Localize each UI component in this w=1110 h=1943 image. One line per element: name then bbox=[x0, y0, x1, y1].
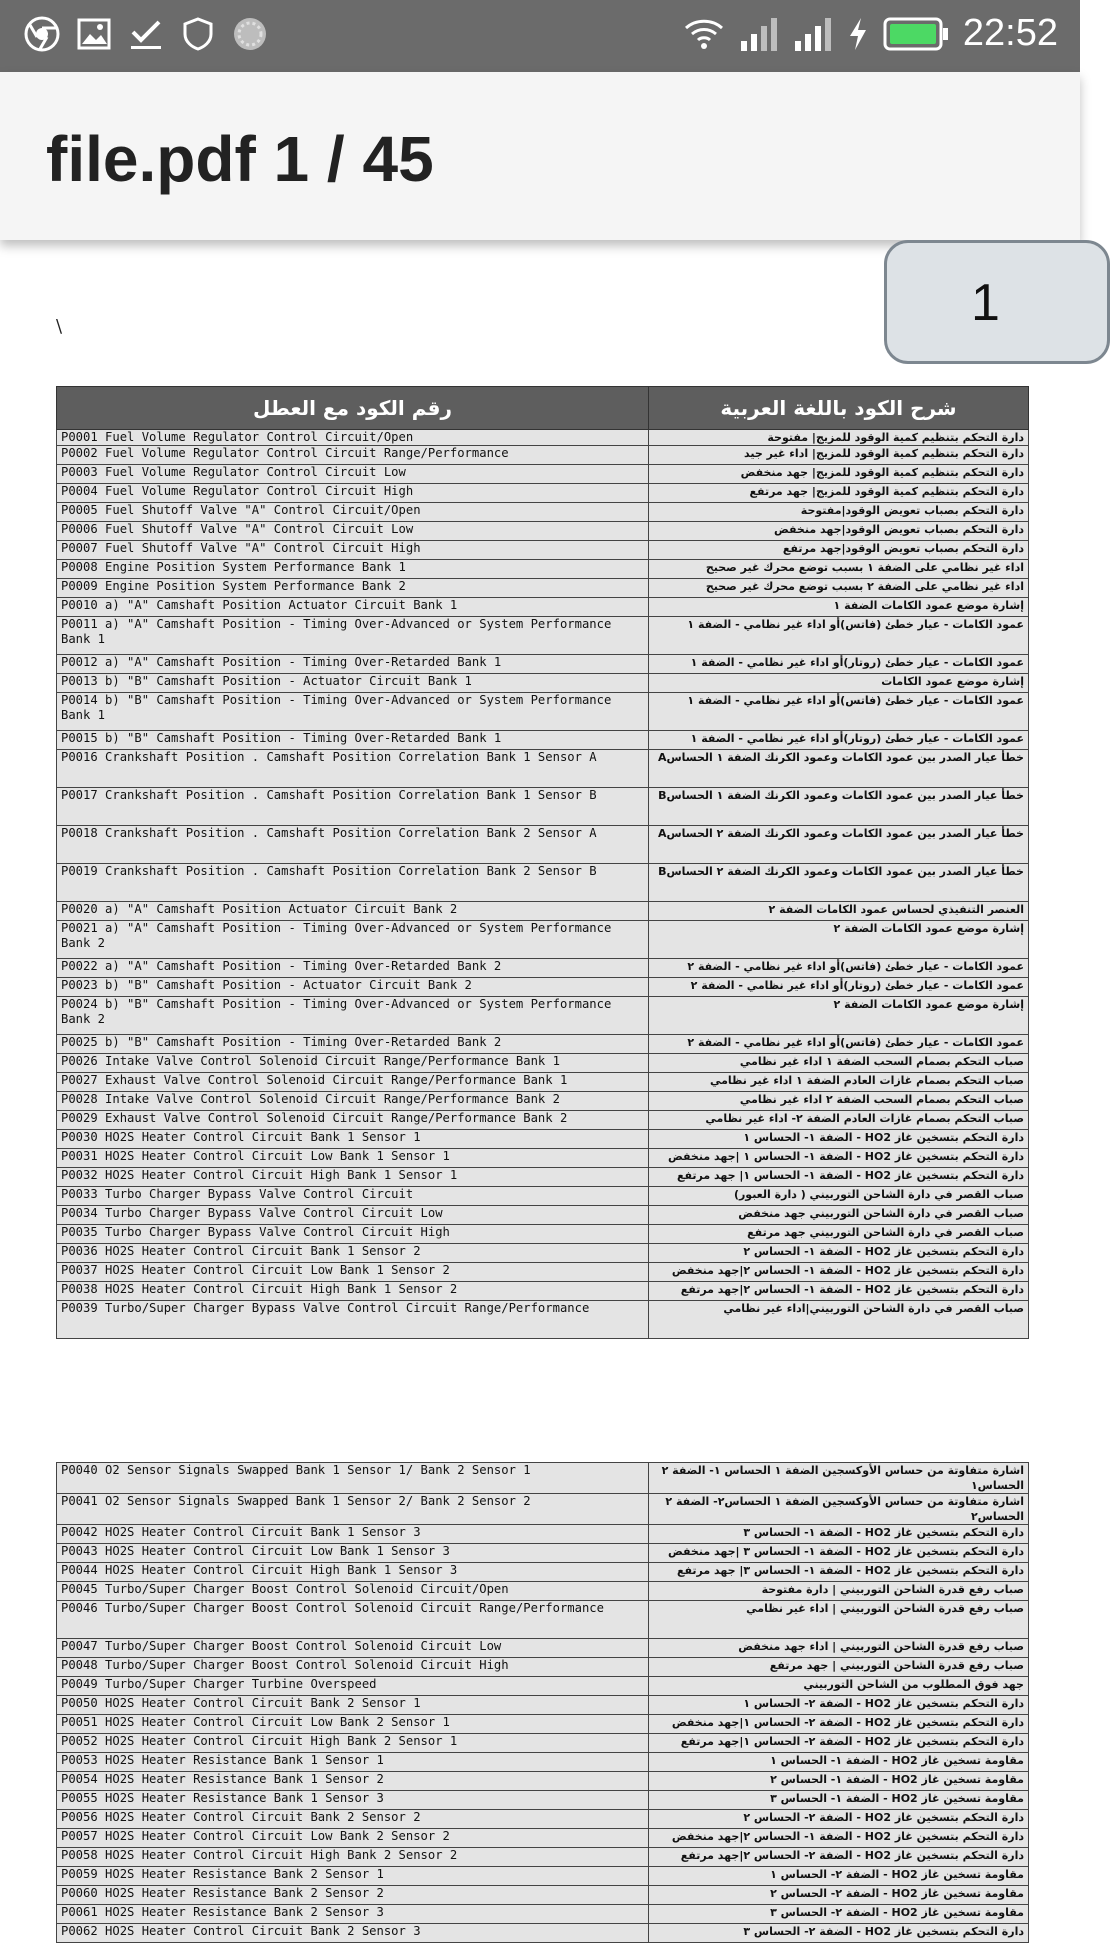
arabic-description: عمود الكامات - عيار خطئ (روتار)أو اداء غير نظامي - الضفة ٢ bbox=[649, 978, 1029, 997]
code-table-body bbox=[57, 430, 1029, 1339]
table-row bbox=[57, 1924, 1029, 1943]
arabic-description: دارة التحكم بتسخين غاز HO2 - الضفة ٢- الحساس ٢ bbox=[649, 1810, 1029, 1829]
code-description: P0036 HO2S Heater Control Circuit Bank 1 Sensor 2 bbox=[57, 1244, 649, 1263]
code-description: P0020 a) "A" Camshaft Position Actuator Circuit Bank 2 bbox=[57, 902, 649, 921]
table-row bbox=[57, 674, 1029, 693]
arabic-description: دارة التحكم بتسخين غاز HO2 - الضفة ٢- الحساس ١|جهد مرتفع bbox=[649, 1734, 1029, 1753]
table-row bbox=[57, 1753, 1029, 1772]
code-description: P0016 Crankshaft Position . Camshaft Position Correlation Bank 1 Sensor A bbox=[57, 750, 649, 788]
arabic-description: دارة التحكم بصباب تعويض الوقود|مفتوحة bbox=[649, 503, 1029, 522]
arabic-description: عمود الكامات - عيار خطئ (روتار)أو اداء غير نظامي - الضفة ١ bbox=[649, 731, 1029, 750]
arabic-description: مقاومة تسخين غاز HO2 - الضفة ١- الحساس ٢ bbox=[649, 1772, 1029, 1791]
table-row bbox=[57, 1301, 1029, 1339]
table-row bbox=[57, 1829, 1029, 1848]
arabic-description: دارة التحكم بتسخين غاز HO2 - الضفة ١- الحساس ٣ bbox=[649, 1525, 1029, 1544]
header-code-column: رقم الكود مع العطل bbox=[57, 387, 649, 430]
table-row bbox=[57, 1244, 1029, 1263]
arabic-description: مقاومة تسخين غاز HO2 - الضفة ١- الحساس ٣ bbox=[649, 1791, 1029, 1810]
arabic-description: دارة التحكم بتسخين غاز HO2 - الضفة ١- الحساس ٢ bbox=[649, 1244, 1029, 1263]
code-description: P0057 HO2S Heater Control Circuit Low Bank 2 Sensor 2 bbox=[57, 1829, 649, 1848]
arabic-description: اشارة متفاوتة من حساس الأوكسجين الضفة ١ الحساس ١- الضفة ٢ الحساس١ bbox=[649, 1463, 1029, 1494]
table-row bbox=[57, 1867, 1029, 1886]
table-row bbox=[57, 1715, 1029, 1734]
code-description: P0035 Turbo Charger Bypass Valve Control Circuit High bbox=[57, 1225, 649, 1244]
code-description: P0042 HO2S Heater Control Circuit Bank 1 Sensor 3 bbox=[57, 1525, 649, 1544]
code-table-body bbox=[57, 1463, 1029, 1943]
arabic-description: خطأ عيار الصدر بين عمود الكامات وعمود الكرنك الضفة ٢ الحساسB bbox=[649, 864, 1029, 902]
arabic-description: عمود الكامات - عيار خطئ (فاتس)أو اداء غير نظامي - الضفة ٢ bbox=[649, 1035, 1029, 1054]
page-number: 1 bbox=[971, 274, 1000, 332]
code-description: P0044 HO2S Heater Control Circuit High Bank 1 Sensor 3 bbox=[57, 1563, 649, 1582]
arabic-description: صباب التحكم بصمام السحب الضفة ١ اداء غير نظامي bbox=[649, 1054, 1029, 1073]
arabic-description: دارة التحكم بتسخين غاز HO2 - الضفة ١- الحساس ٢|جهد مرتفع bbox=[649, 1282, 1029, 1301]
document-title: file.pdf 1 / 45 bbox=[46, 123, 434, 195]
code-description: P0026 Intake Valve Control Solenoid Circuit Range/Performance Bank 1 bbox=[57, 1054, 649, 1073]
table-row bbox=[57, 1848, 1029, 1867]
notification-icons bbox=[22, 14, 270, 54]
gallery-icon bbox=[74, 14, 114, 54]
arabic-description: اداء غير نظامي على الضفة ٢ بسبب توضع محرك غير صحيح bbox=[649, 579, 1029, 598]
wifi-icon bbox=[683, 16, 725, 52]
signal-icon bbox=[793, 17, 833, 51]
code-description: P0037 HO2S Heater Control Circuit Low Bank 1 Sensor 2 bbox=[57, 1263, 649, 1282]
code-description: P0030 HO2S Heater Control Circuit Bank 1 Sensor 1 bbox=[57, 1130, 649, 1149]
arabic-description: خطأ عيار الصدر بين عمود الكامات وعمود الكرنك الضفة ١ الحساسB bbox=[649, 788, 1029, 826]
table-row bbox=[57, 1263, 1029, 1282]
arabic-description: مقاومة تسخين غاز HO2 - الضفة ٢- الحساس ١ bbox=[649, 1867, 1029, 1886]
table-row bbox=[57, 1658, 1029, 1677]
arabic-description: العنصر التنفيذي لحساس عمود الكامات الضفة ٢ bbox=[649, 902, 1029, 921]
arabic-description: مقاومة تسخين غاز HO2 - الضفة ١- الحساس ١ bbox=[649, 1753, 1029, 1772]
table-row bbox=[57, 430, 1029, 446]
code-description: P0031 HO2S Heater Control Circuit Low Bank 1 Sensor 1 bbox=[57, 1149, 649, 1168]
table-row bbox=[57, 788, 1029, 826]
arabic-description: دارة التحكم بتسخين غاز HO2 - الضفة ٢- الحساس ٢|جهد مرتفع bbox=[649, 1848, 1029, 1867]
code-description: P0056 HO2S Heater Control Circuit Bank 2 Sensor 2 bbox=[57, 1810, 649, 1829]
code-table-continued bbox=[56, 1462, 1029, 1943]
status-bar bbox=[0, 0, 1080, 72]
arabic-description: إشارة موضع عمود الكامات bbox=[649, 674, 1029, 693]
arabic-description: دارة التحكم بصباب تعويض الوقود|جهد منخفض bbox=[649, 522, 1029, 541]
table-row bbox=[57, 1810, 1029, 1829]
arabic-description: خطأ عيار الصدر بين عمود الكامات وعمود الكرنك الضفة ١ الحساسA bbox=[649, 750, 1029, 788]
table-row bbox=[57, 1111, 1029, 1130]
table-row bbox=[57, 864, 1029, 902]
code-description: P0008 Engine Position System Performance Bank 1 bbox=[57, 560, 649, 579]
table-row bbox=[57, 1525, 1029, 1544]
code-description: P0015 b) "B" Camshaft Position - Timing Over-Retarded Bank 1 bbox=[57, 731, 649, 750]
battery-icon bbox=[883, 17, 949, 51]
code-description: P0038 HO2S Heater Control Circuit High Bank 1 Sensor 2 bbox=[57, 1282, 649, 1301]
arabic-description: خطأ عيار الصدر بين عمود الكامات وعمود الكرنك الضفة ٢ الحساسA bbox=[649, 826, 1029, 864]
arabic-description: صباب القصر في دارة الشاحن التوربيني ( دارة العبور) bbox=[649, 1187, 1029, 1206]
code-description: P0060 HO2S Heater Resistance Bank 2 Sensor 2 bbox=[57, 1886, 649, 1905]
system-icons bbox=[683, 12, 1058, 55]
code-description: P0051 HO2S Heater Control Circuit Low Bank 2 Sensor 1 bbox=[57, 1715, 649, 1734]
code-description: P0023 b) "B" Camshaft Position - Actuator Circuit Bank 2 bbox=[57, 978, 649, 997]
table-row bbox=[57, 731, 1029, 750]
arabic-description: صباب رفع قدرة الشاحن التوربيني | جهد مرتفع bbox=[649, 1658, 1029, 1677]
arabic-description: عمود الكامات - عيار خطئ (فاتس)أو اداء غير نظامي - الضفة ١ bbox=[649, 617, 1029, 655]
code-description: P0007 Fuel Shutoff Valve "A" Control Circuit High bbox=[57, 541, 649, 560]
code-description: P0032 HO2S Heater Control Circuit High Bank 1 Sensor 1 bbox=[57, 1168, 649, 1187]
arabic-description: إشارة موضع عمود الكامات الضفة ٢ bbox=[649, 921, 1029, 959]
arabic-description: دارة التحكم بتنظيم كمية الوقود للمزيج| مفتوحة bbox=[649, 430, 1029, 446]
table-row bbox=[57, 1886, 1029, 1905]
arabic-description: صباب التحكم بصمام السحب الضفة ٢ اداء غير نظامي bbox=[649, 1092, 1029, 1111]
code-description: P0010 a) "A" Camshaft Position Actuator Circuit Bank 1 bbox=[57, 598, 649, 617]
table-row bbox=[57, 484, 1029, 503]
arabic-description: صباب التحكم بصمام غازات العادم الضفة ٢- اداء غير نظامي bbox=[649, 1111, 1029, 1130]
arabic-description: إشارة موضع عمود الكامات الضفة ١ bbox=[649, 598, 1029, 617]
table-row bbox=[57, 1494, 1029, 1525]
code-description: P0034 Turbo Charger Bypass Valve Control Circuit Low bbox=[57, 1206, 649, 1225]
code-description: P0013 b) "B" Camshaft Position - Actuator Circuit Bank 1 bbox=[57, 674, 649, 693]
code-description: P0024 b) "B" Camshaft Position - Timing Over-Advanced or System Performance Bank 2 bbox=[57, 997, 649, 1035]
table-row bbox=[57, 1563, 1029, 1582]
signal-icon bbox=[739, 17, 779, 51]
code-description: P0011 a) "A" Camshaft Position - Timing Over-Advanced or System Performance Bank 1 bbox=[57, 617, 649, 655]
arabic-description: دارة التحكم بتنظيم كمية الوقود للمزيج| جهد منخفض bbox=[649, 465, 1029, 484]
code-description: P0014 b) "B" Camshaft Position - Timing Over-Advanced or System Performance Bank 1 bbox=[57, 693, 649, 731]
table-row bbox=[57, 1696, 1029, 1715]
arabic-description: عمود الكامات - عيار خطئ (فاتس)أو اداء غير نظامي - الضفة ٢ bbox=[649, 959, 1029, 978]
table-row bbox=[57, 1544, 1029, 1563]
check-icon bbox=[126, 14, 166, 54]
table-row bbox=[57, 1791, 1029, 1810]
arabic-description: مقاومة تسخين غاز HO2 - الضفة ٢- الحساس ٢ bbox=[649, 1886, 1029, 1905]
code-description: P0019 Crankshaft Position . Camshaft Position Correlation Bank 2 Sensor B bbox=[57, 864, 649, 902]
table-row bbox=[57, 560, 1029, 579]
arabic-description: صباب القصر في دارة الشاحن التوربيني جهد منخفض bbox=[649, 1206, 1029, 1225]
code-description: P0029 Exhaust Valve Control Solenoid Circuit Range/Performance Bank 2 bbox=[57, 1111, 649, 1130]
table-row bbox=[57, 978, 1029, 997]
table-row bbox=[57, 1054, 1029, 1073]
table-row bbox=[57, 1677, 1029, 1696]
table-row bbox=[57, 1734, 1029, 1753]
arabic-description: دارة التحكم بتسخين غاز HO2 - الضفة ١- الحساس ١ bbox=[649, 1130, 1029, 1149]
loading-icon bbox=[230, 14, 270, 54]
code-description: P0017 Crankshaft Position . Camshaft Position Correlation Bank 1 Sensor B bbox=[57, 788, 649, 826]
table-row bbox=[57, 1092, 1029, 1111]
code-description: P0004 Fuel Volume Regulator Control Circuit High bbox=[57, 484, 649, 503]
arabic-description: دارة التحكم بتنظيم كمية الوقود للمزيج| اداء غير جيد bbox=[649, 446, 1029, 465]
arabic-description: عمود الكامات - عيار خطئ (فاتس)أو اداء غير نظامي - الضفة ١ bbox=[649, 693, 1029, 731]
code-description: P0061 HO2S Heater Resistance Bank 2 Sensor 3 bbox=[57, 1905, 649, 1924]
table-row bbox=[57, 1035, 1029, 1054]
arabic-description: صباب التحكم بصمام غازات العادم الضفة ١ اداء غير نظامي bbox=[649, 1073, 1029, 1092]
arabic-description: دارة التحكم بتسخين غاز HO2 - الضفة ٢- الحساس ١ bbox=[649, 1696, 1029, 1715]
arabic-description: دارة التحكم بتسخين غاز HO2 - الضفة ١- الحساس ١| جهد مرتفع bbox=[649, 1168, 1029, 1187]
table-row bbox=[57, 826, 1029, 864]
charging-icon bbox=[847, 16, 869, 52]
table-row bbox=[57, 1282, 1029, 1301]
code-description: P0027 Exhaust Valve Control Solenoid Circuit Range/Performance Bank 1 bbox=[57, 1073, 649, 1092]
code-description: P0049 Turbo/Super Charger Turbine Overspeed bbox=[57, 1677, 649, 1696]
table-row bbox=[57, 446, 1029, 465]
code-description: P0028 Intake Valve Control Solenoid Circuit Range/Performance Bank 2 bbox=[57, 1092, 649, 1111]
code-description: P0043 HO2S Heater Control Circuit Low Bank 1 Sensor 3 bbox=[57, 1544, 649, 1563]
arabic-description: عمود الكامات - عيار خطئ (روتار)أو اداء غير نظامي - الضفة ١ bbox=[649, 655, 1029, 674]
table-row bbox=[57, 598, 1029, 617]
code-description: P0021 a) "A" Camshaft Position - Timing Over-Advanced or System Performance Bank 2 bbox=[57, 921, 649, 959]
arabic-description: دارة التحكم بتسخين غاز HO2 - الضفة ١- الحساس ٣| جهد مرتفع bbox=[649, 1563, 1029, 1582]
arabic-description: جهد فوق المطلوب من الشاحن التوربيني bbox=[649, 1677, 1029, 1696]
arabic-description: اداء غير نظامي على الضفة ١ بسبب توضع محرك غير صحيح bbox=[649, 560, 1029, 579]
table-row bbox=[57, 997, 1029, 1035]
table-row bbox=[57, 959, 1029, 978]
code-description: P0046 Turbo/Super Charger Boost Control Solenoid Circuit Range/Performance bbox=[57, 1601, 649, 1639]
table-row bbox=[57, 655, 1029, 674]
shield-icon bbox=[178, 14, 218, 54]
arabic-description: مقاومة تسخين غاز HO2 - الضفة ٢- الحساس ٣ bbox=[649, 1905, 1029, 1924]
code-description: P0012 a) "A" Camshaft Position - Timing Over-Retarded Bank 1 bbox=[57, 655, 649, 674]
code-description: P0053 HO2S Heater Resistance Bank 1 Sensor 1 bbox=[57, 1753, 649, 1772]
table-row bbox=[57, 1772, 1029, 1791]
table-row bbox=[57, 522, 1029, 541]
code-description: P0005 Fuel Shutoff Valve "A" Control Circuit/Open bbox=[57, 503, 649, 522]
code-description: P0041 O2 Sensor Signals Swapped Bank 1 Sensor 2/ Bank 2 Sensor 2 bbox=[57, 1494, 649, 1525]
table-row bbox=[57, 465, 1029, 484]
arabic-description: صباب القصر في دارة الشاحن التوربيني جهد مرتفع bbox=[649, 1225, 1029, 1244]
table-row bbox=[57, 750, 1029, 788]
arabic-description: صباب رفع قدرة الشاحن التوربيني | اداء جهد منخفض bbox=[649, 1639, 1029, 1658]
pdf-page[interactable] bbox=[0, 240, 1080, 1938]
chrome-icon bbox=[22, 14, 62, 54]
header-arabic-column: شرح الكود باللغة العربية bbox=[649, 387, 1029, 430]
code-description: P0058 HO2S Heater Control Circuit High Bank 2 Sensor 2 bbox=[57, 1848, 649, 1867]
table-row bbox=[57, 617, 1029, 655]
table-row bbox=[57, 541, 1029, 560]
table-row bbox=[57, 1187, 1029, 1206]
table-row bbox=[57, 579, 1029, 598]
table-row bbox=[57, 1905, 1029, 1924]
code-description: P0048 Turbo/Super Charger Boost Control Solenoid Circuit High bbox=[57, 1658, 649, 1677]
table-row bbox=[57, 902, 1029, 921]
code-description: P0003 Fuel Volume Regulator Control Circuit Low bbox=[57, 465, 649, 484]
clock: 22:52 bbox=[962, 12, 1058, 54]
code-table bbox=[56, 386, 1029, 1339]
arabic-description: إشارة موضع عمود الكامات الضفة ٢ bbox=[649, 997, 1029, 1035]
table-row bbox=[57, 503, 1029, 522]
code-description: P0009 Engine Position System Performance Bank 2 bbox=[57, 579, 649, 598]
arabic-description: دارة التحكم بتسخين غاز HO2 - الضفة ١- الحساس ٣ |جهد منخفض bbox=[649, 1544, 1029, 1563]
page-number-badge[interactable] bbox=[884, 240, 1110, 364]
table-row bbox=[57, 693, 1029, 731]
code-description: P0033 Turbo Charger Bypass Valve Control Circuit bbox=[57, 1187, 649, 1206]
arabic-description: صباب القصر في دارة الشاحن التوربيني|اداء غير نظامي bbox=[649, 1301, 1029, 1339]
arabic-description: اشارة متفاوتة من حساس الأوكسجين الضفة ١ الحساس٢- الضفة ٢ الحساس٢ bbox=[649, 1494, 1029, 1525]
table-row bbox=[57, 1463, 1029, 1494]
code-description: P0054 HO2S Heater Resistance Bank 1 Sensor 2 bbox=[57, 1772, 649, 1791]
code-description: P0050 HO2S Heater Control Circuit Bank 2 Sensor 1 bbox=[57, 1696, 649, 1715]
arabic-description: صباب رفع قدرة الشاحن التوربيني | اداء غير نظامي bbox=[649, 1601, 1029, 1639]
arabic-description: دارة التحكم بتسخين غاز HO2 - الضفة ١- الحساس ٢|جهد منخفض bbox=[649, 1263, 1029, 1282]
stray-mark: \ bbox=[56, 316, 63, 337]
code-description: P0001 Fuel Volume Regulator Control Circuit/Open bbox=[57, 430, 649, 446]
table-row bbox=[57, 1206, 1029, 1225]
table-row bbox=[57, 1601, 1029, 1639]
code-description: P0006 Fuel Shutoff Valve "A" Control Circuit Low bbox=[57, 522, 649, 541]
code-description: P0052 HO2S Heater Control Circuit High Bank 2 Sensor 1 bbox=[57, 1734, 649, 1753]
code-description: P0040 O2 Sensor Signals Swapped Bank 1 Sensor 1/ Bank 2 Sensor 1 bbox=[57, 1463, 649, 1494]
code-description: P0018 Crankshaft Position . Camshaft Position Correlation Bank 2 Sensor A bbox=[57, 826, 649, 864]
table-row bbox=[57, 921, 1029, 959]
table-header-row bbox=[57, 387, 1029, 430]
arabic-description: دارة التحكم بتسخين غاز HO2 - الضفة ١- الحساس ١ |جهد منخفض bbox=[649, 1149, 1029, 1168]
code-description: P0022 a) "A" Camshaft Position - Timing Over-Retarded Bank 2 bbox=[57, 959, 649, 978]
arabic-description: دارة التحكم بتسخين غاز HO2 - الضفة ١- الحساس ٢|جهد منخفض bbox=[649, 1829, 1029, 1848]
arabic-description: دارة التحكم بتسخين غاز HO2 - الضفة ٢- الحساس ١|جهد منخفض bbox=[649, 1715, 1029, 1734]
table-row bbox=[57, 1225, 1029, 1244]
arabic-description: صباب رفع قدرة الشاحن التوربيني | دارة مفتوحة bbox=[649, 1582, 1029, 1601]
arabic-description: دارة التحكم بتنظيم كمية الوقود للمزيج| جهد مرتفع bbox=[649, 484, 1029, 503]
table-row bbox=[57, 1582, 1029, 1601]
code-description: P0045 Turbo/Super Charger Boost Control Solenoid Circuit/Open bbox=[57, 1582, 649, 1601]
table-row bbox=[57, 1168, 1029, 1187]
table-row bbox=[57, 1149, 1029, 1168]
table-row bbox=[57, 1639, 1029, 1658]
code-description: P0047 Turbo/Super Charger Boost Control Solenoid Circuit Low bbox=[57, 1639, 649, 1658]
code-description: P0062 HO2S Heater Control Circuit Bank 2 Sensor 3 bbox=[57, 1924, 649, 1943]
code-description: P0055 HO2S Heater Resistance Bank 1 Sensor 3 bbox=[57, 1791, 649, 1810]
app-bar bbox=[0, 72, 1080, 240]
table-row bbox=[57, 1130, 1029, 1149]
table-row bbox=[57, 1073, 1029, 1092]
code-description: P0039 Turbo/Super Charger Bypass Valve Control Circuit Range/Performance bbox=[57, 1301, 649, 1339]
code-description: P0059 HO2S Heater Resistance Bank 2 Sensor 1 bbox=[57, 1867, 649, 1886]
arabic-description: دارة التحكم بصباب تعويض الوقود|جهد مرتفع bbox=[649, 541, 1029, 560]
code-description: P0025 b) "B" Camshaft Position - Timing Over-Retarded Bank 2 bbox=[57, 1035, 649, 1054]
arabic-description: دارة التحكم بتسخين غاز HO2 - الضفة ٢- الحساس ٣ bbox=[649, 1924, 1029, 1943]
code-description: P0002 Fuel Volume Regulator Control Circuit Range/Performance bbox=[57, 446, 649, 465]
